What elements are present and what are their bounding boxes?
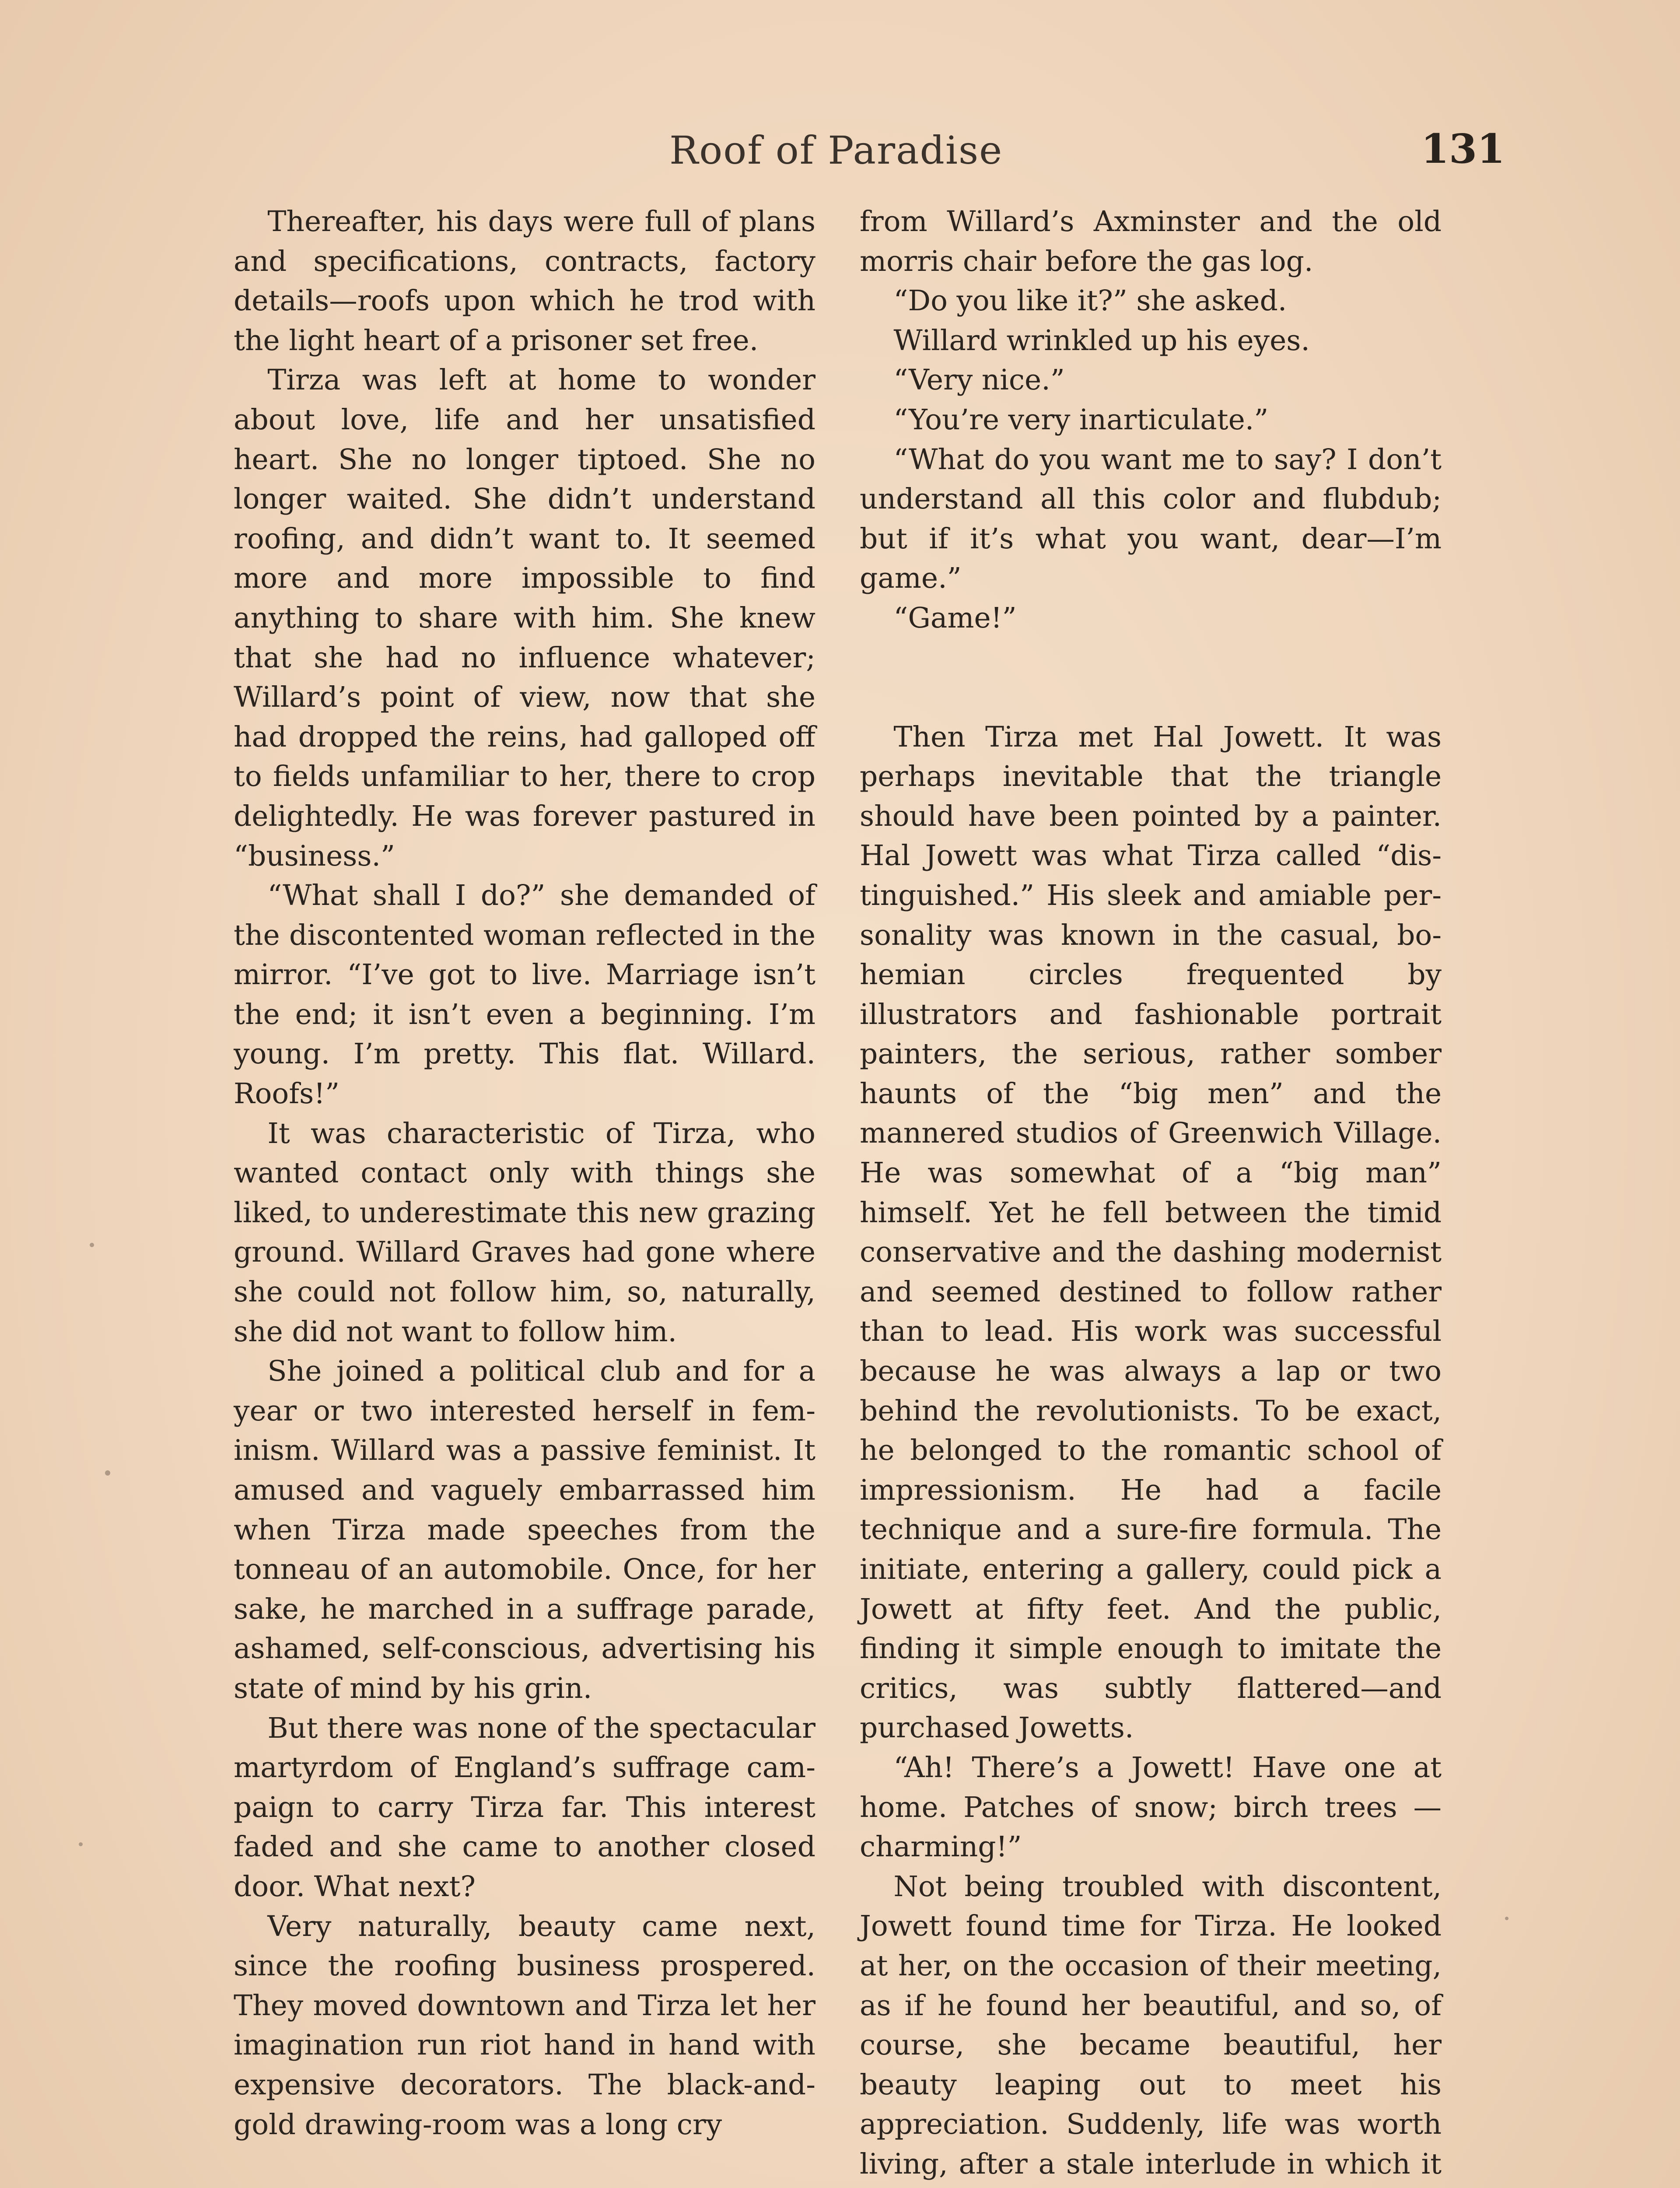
section-break bbox=[860, 638, 1442, 718]
paragraph: Very naturally, beauty came next, since the roofing business prospered. They moved downtown and Tirza let her imagination run riot hand in hand with expensive decorators. The black-and-gold drawing-room was a long cry bbox=[234, 1910, 816, 2141]
dialogue-line: Willard wrinkled up his eyes. bbox=[893, 324, 1310, 357]
right-column bbox=[860, 202, 1442, 2188]
paragraph: It was characteristic of Tirza, who wanted contact only with things she liked, to underestimate this new grazing ground. Willard Graves had gone where she could not follow him, so, naturally, she did not want to follow him. bbox=[234, 1117, 816, 1348]
paragraph: Tirza was left at home to wonder about love, life and her unsatisfied heart. She no longer tiptoed. She no longer waited. She didn’t understand roofing, and didn’t want to. It seemed more and more impossible to find anything to share with him. She knew that she had no influence whatever; Willard’s point of view, now that she had dropped the reins, had galloped off to fields unfamiliar to her, there to crop delightedly. He was forever pastured in “business.” bbox=[234, 364, 816, 873]
page-number: 131 bbox=[1421, 125, 1505, 172]
running-title: Roof of Paradise bbox=[669, 128, 1003, 173]
paragraph: Thereafter, his days were full of plans and specifications, contracts, factory details—roofs upon which he trod with the light heart of a prisoner set free. bbox=[234, 205, 816, 357]
paper-speck bbox=[79, 1842, 83, 1846]
dialogue-line: “Game!” bbox=[893, 601, 1017, 635]
page-header bbox=[0, 117, 1680, 179]
paragraph: But there was none of the spectacular martyrdom of England’s suffrage campaign to carry Tirza far. This interest faded and she came to another closed door. What next? bbox=[234, 1711, 816, 1903]
left-column bbox=[234, 202, 816, 2145]
paragraph: “Ah! There’s a Jowett! Have one at home. Patches of snow; birch trees —charming!” bbox=[860, 1751, 1442, 1864]
paragraph: She joined a political club and for a year or two interested herself in feminism. Willard was a passive feminist. It amused and vaguely embarrassed him when Tirza made speeches from the tonneau of an automobile. Once, for her sake, he marched in a suffrage parade, ashamed, self-conscious, advertising his state of mind by his grin. bbox=[234, 1355, 816, 1705]
paper-speck bbox=[105, 1470, 110, 1476]
dialogue-line: “Very nice.” bbox=[893, 364, 1065, 397]
dialogue-line: “Do you like it?” she asked. bbox=[893, 284, 1287, 318]
paper-speck bbox=[90, 1243, 94, 1247]
paragraph-continued: from Willard’s Axminster and the old morris chair before the gas log. bbox=[860, 205, 1442, 278]
paragraph: “What shall I do?” she demanded of the discontented woman reflected in the mirror. “I’ve got to live. Marriage isn’t the end; it isn’t even a beginning. I’m young. I’m pretty. This flat. Willard. Roofs!” bbox=[234, 879, 816, 1111]
paragraph: Not being troubled with discontent, Jowett found time for Tirza. He looked at her, on the occasion of their meeting, as if he found her beautiful, and so, of course, she became beautiful, her beauty leaping out to meet his appreciation. Suddenly, life was worth living, after a stale interlude in which it bbox=[860, 1870, 1442, 2181]
dialogue-line: “What do you want me to say? I don’t understand all this color and flubdub; but if it’s what you want, dear—I’m game.” bbox=[860, 443, 1442, 595]
paper-speck bbox=[1505, 1917, 1508, 1920]
dialogue-line: “You’re very inarticulate.” bbox=[893, 403, 1269, 436]
paragraph: Then Tirza met Hal Jowett. It was perhaps inevitable that the triangle should have been pointed by a painter. Hal Jowett was what Tirza called “distinguished.” His sleek and amiable personality was known in the casual, bohemian circles frequented by illustrators and fashionable portrait painters, the serious, rather somber haunts of the “big men” and the mannered studios of Greenwich Village. He was somewhat of a “big man” himself. Yet he fell between the timid conservative and the dashing modernist and seemed destined to follow rather than to lead. His work was successful because he was always a lap or two behind the revolutionists. To be exact, he belonged to the romantic school of impressionism. He had a facile technique and a sure-fire formula. The initiate, entering a gallery, could pick a Jowett at fifty feet. And the public, finding it simple enough to imitate the critics, was subtly flattered—and purchased Jowetts. bbox=[860, 720, 1442, 1745]
